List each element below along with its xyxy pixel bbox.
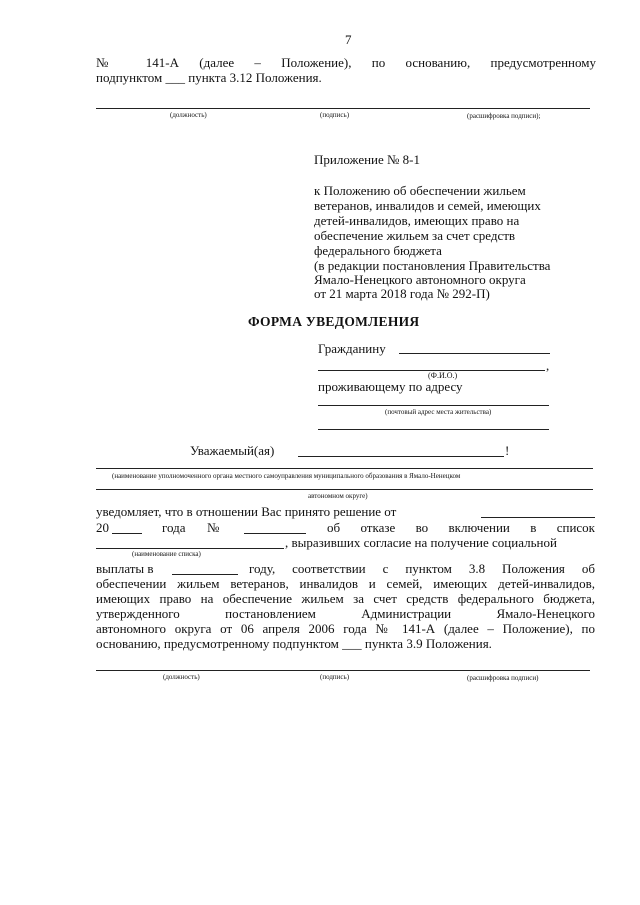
body-line-8: автономного округа от 06 апреля 2006 года № 141-А (далее – Положение), по: [96, 621, 595, 636]
appendix-line: Ямало-Ненецкого автономного округа: [314, 272, 526, 287]
body-payment-prefix: выплаты в: [96, 561, 154, 576]
list-name-caption: (наименование списка): [132, 550, 201, 558]
authority-line-1: [96, 468, 593, 469]
body-line-5: обеспечении жильем ветеранов, инвалидов и семей, имеющих детей-инвалидов,: [96, 576, 595, 591]
body-line-9: основанию, предусмотренному подпунктом ___ пункта 3.9 Положения.: [96, 636, 492, 651]
greeting-name-line: [298, 456, 504, 457]
decision-date-line: [481, 517, 595, 518]
form-title: ФОРМА УВЕДОМЛЕНИЯ: [248, 314, 420, 329]
sig1-decoding-caption: (расшифровка подписи);: [467, 112, 541, 120]
citizen-label: Гражданину: [318, 341, 386, 356]
authority-line-2: [96, 489, 593, 490]
body-line-4: году, соответствии с пунктом 3.8 Положения об: [249, 561, 595, 576]
body-year-prefix: 20: [96, 520, 109, 535]
signature-line-2: [96, 670, 590, 671]
list-name-line: [96, 548, 284, 549]
payment-year-line: [172, 574, 238, 575]
authority-caption-2: автономном округе): [308, 492, 368, 500]
appendix-title: Приложение № 8-1: [314, 152, 421, 167]
decision-number-line: [244, 533, 306, 534]
body-line-7: утвержденного постановлением Администрации Ямало-Ненецкого: [96, 606, 595, 621]
sig2-position-caption: (должность): [163, 673, 200, 681]
sig1-position-caption: (должность): [170, 111, 207, 119]
body-line-3: , выразивших согласие на получение социальной: [285, 535, 557, 550]
address-line-2: [318, 429, 549, 430]
top-text-line-2: подпунктом ___ пункта 3.12 Положения.: [96, 70, 322, 85]
appendix-line: детей-инвалидов, имеющих право на: [314, 213, 520, 228]
appendix-line: (в редакции постановления Правительства: [314, 258, 551, 273]
body-year-word: года: [162, 520, 186, 535]
appendix-line: обеспечение жильем за счет средств: [314, 228, 516, 243]
appendix-line: федерального бюджета: [314, 243, 442, 258]
fio-caption: (Ф.И.О.): [428, 371, 458, 380]
year-line: [112, 533, 142, 534]
appendix-line: от 21 марта 2018 года № 292-П): [314, 286, 490, 301]
appendix-line: ветеранов, инвалидов и семей, имеющих: [314, 198, 541, 213]
body-number-sign: №: [207, 520, 220, 535]
page-number: 7: [345, 32, 352, 47]
citizen-comma: ,: [546, 358, 550, 373]
residing-label: проживающему по адресу: [318, 379, 463, 394]
signature-line-1: [96, 108, 590, 109]
body-line-6: имеющих право на обеспечение жильем за счет средств федерального бюджета,: [96, 591, 595, 606]
address-line-1: [318, 405, 549, 406]
top-text-line-1: № 141-А (далее – Положение), по основанию, предусмотренному: [96, 55, 596, 70]
citizen-name-line: [399, 353, 550, 354]
authority-caption-1: (наименование уполномоченного органа местного самоуправления муниципального образования в Ямало-Ненецком: [112, 472, 461, 480]
sig1-signature-caption: (подпись): [320, 111, 350, 119]
body-refusal-text: об отказе во включении в список: [327, 520, 595, 535]
body-line-1: уведомляет, что в отношении Вас принято решение от: [96, 504, 397, 519]
appendix-line: к Положению об обеспечении жильем: [314, 183, 526, 198]
greeting-exclamation: !: [505, 443, 510, 458]
greeting-label: Уважаемый(ая): [190, 443, 275, 458]
postal-address-caption: (почтовый адрес места жительства): [385, 408, 492, 416]
sig2-signature-caption: (подпись): [320, 673, 350, 681]
sig2-decoding-caption: (расшифровка подписи): [467, 674, 539, 682]
